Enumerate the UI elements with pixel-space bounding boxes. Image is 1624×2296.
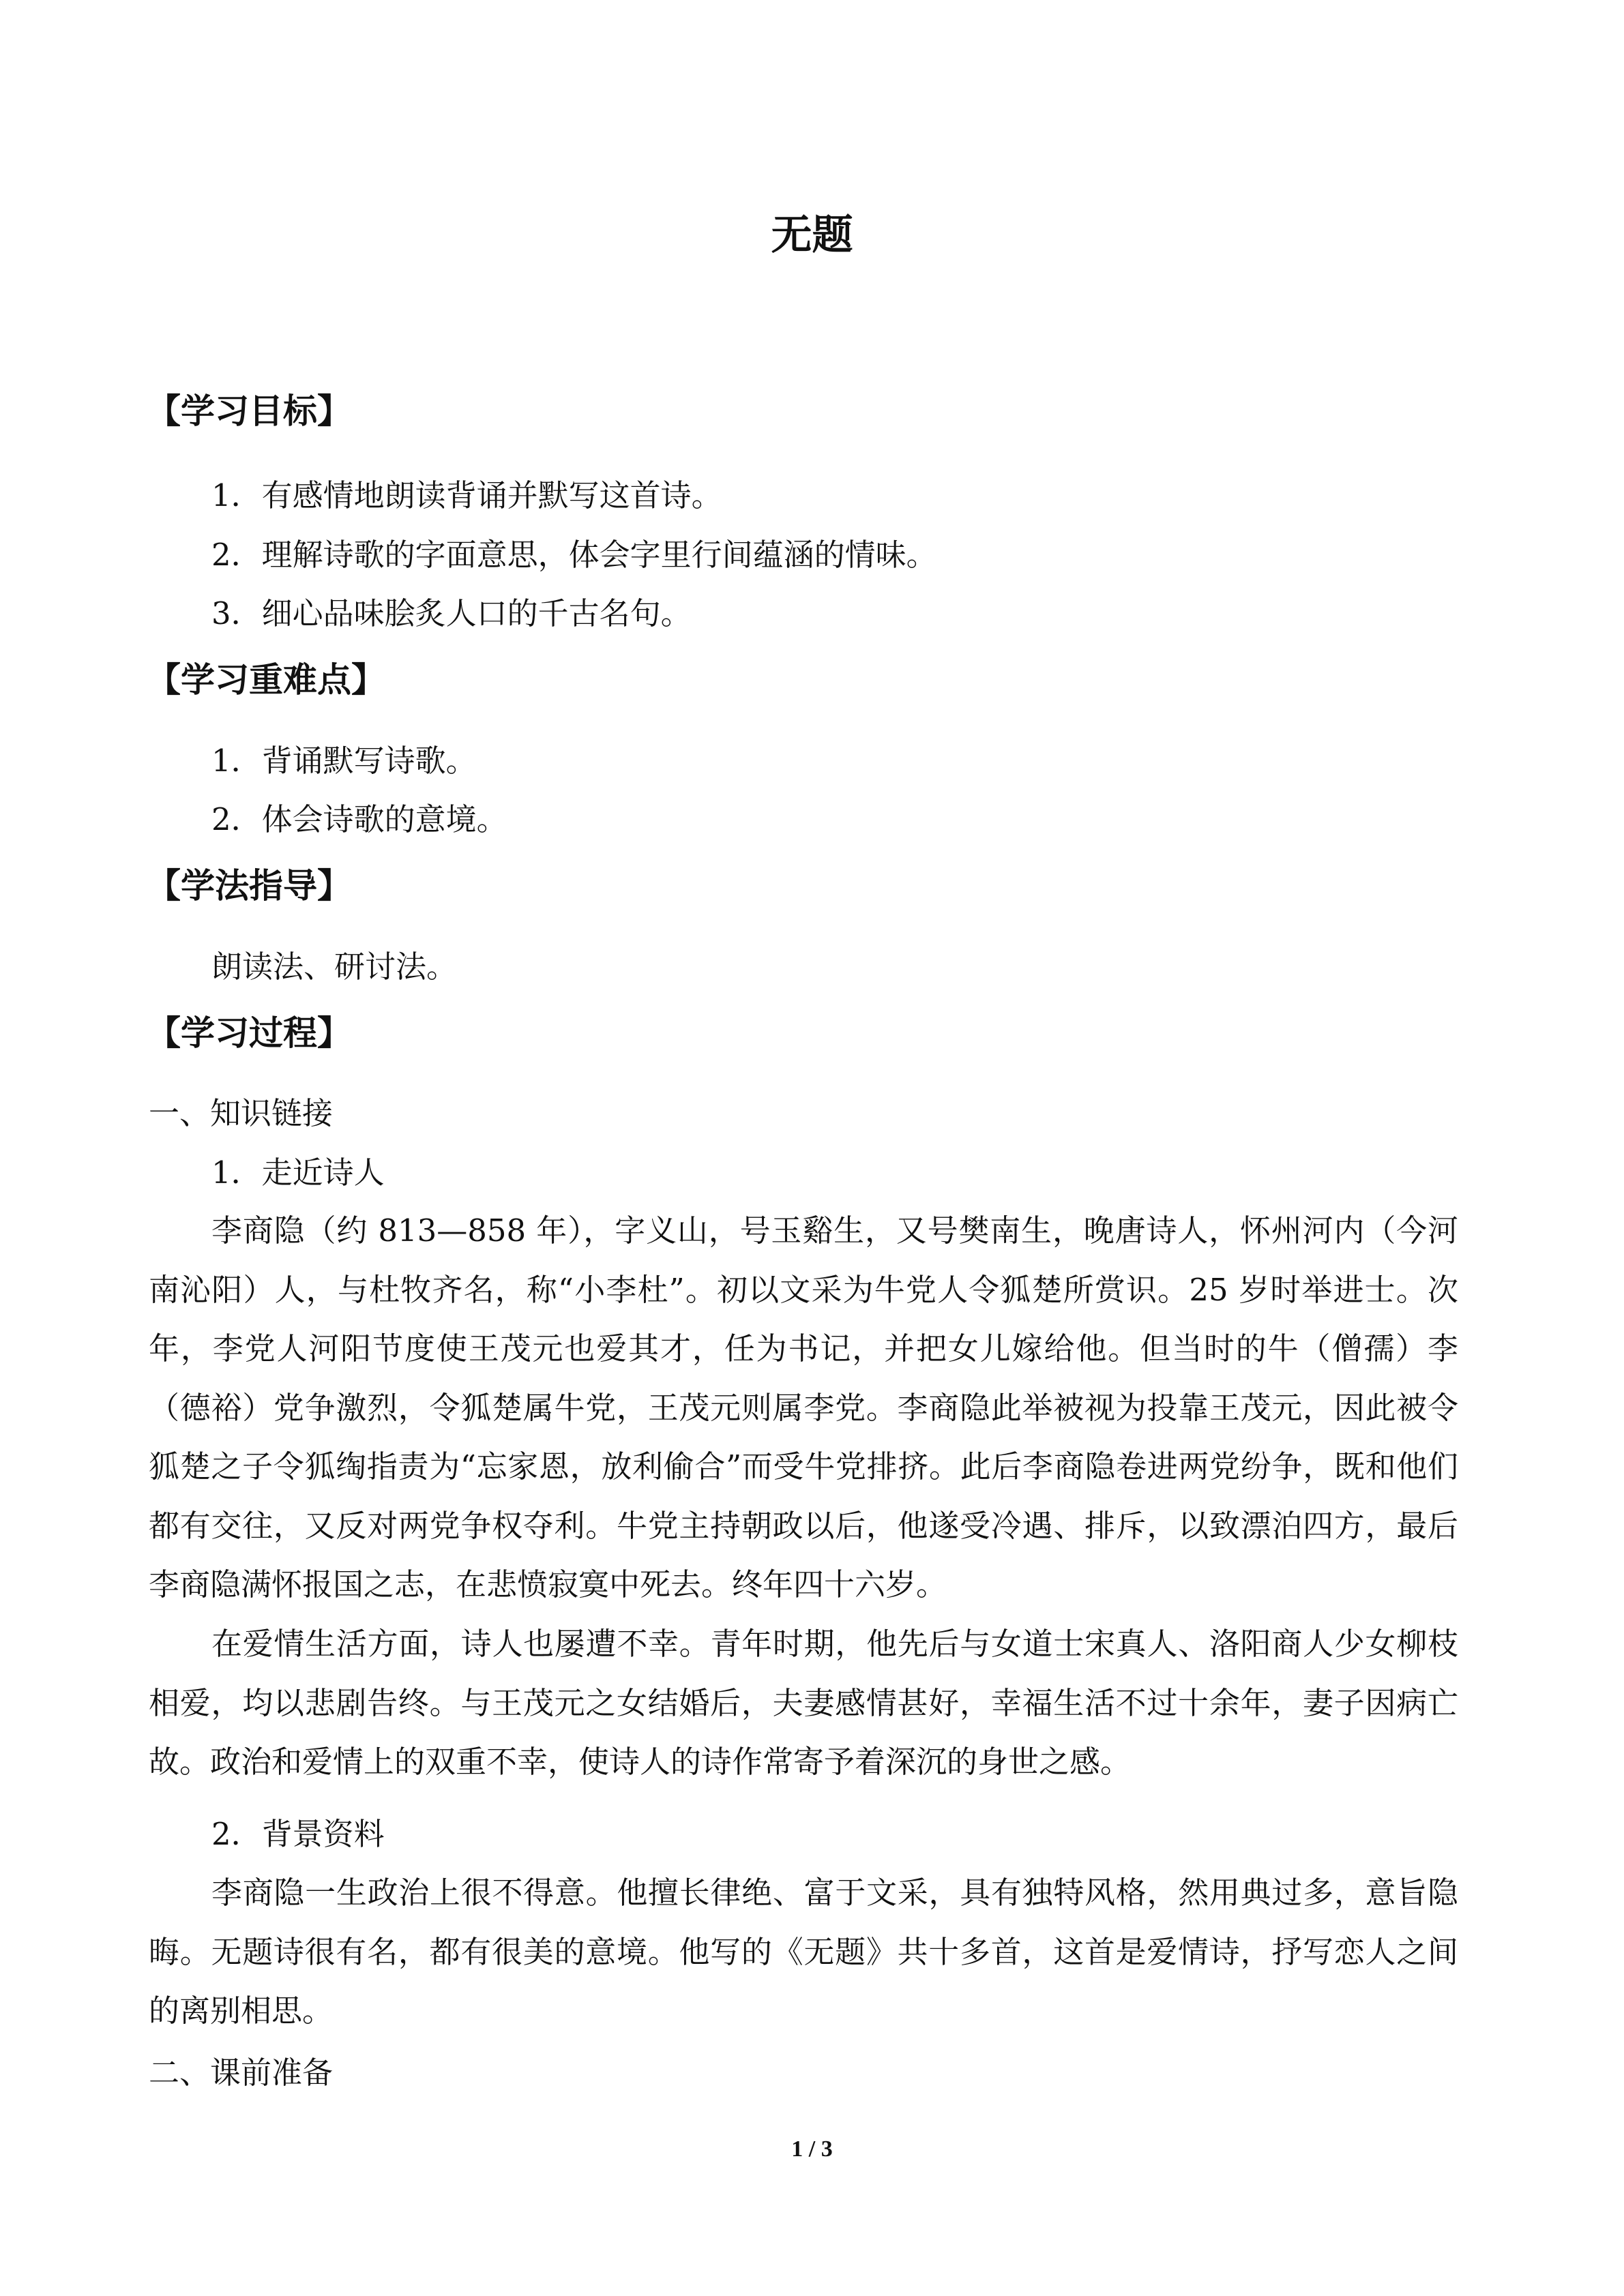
key-point-item-1: 1．背诵默写诗歌。 <box>211 743 477 779</box>
heading-process: 【学习过程】 <box>147 1013 351 1053</box>
goal-item-2: 2．理解诗歌的字面意思，体会字里行间蕴涵的情味。 <box>211 537 937 573</box>
subsection-poet-title: 1．走近诗人 <box>211 1154 385 1191</box>
key-point-item-2: 2．体会诗歌的意境。 <box>211 801 507 837</box>
heading-learning-goals: 【学习目标】 <box>147 391 351 431</box>
part-knowledge-link-title: 一、知识链接 <box>149 1095 334 1131</box>
page-number: 1 / 3 <box>791 2136 833 2162</box>
subsection-background-title: 2．背景资料 <box>211 1816 385 1852</box>
method-text: 朗读法、研讨法。 <box>211 949 458 985</box>
goal-item-3: 3．细心品味脍炙人口的千古名句。 <box>211 595 692 631</box>
poet-love-life-paragraph: 在爱情生活方面，诗人也屡遭不幸。青年时期，他先后与女道士宋真人、洛阳商人少女柳枝相爱，均以悲剧告终。与王茂元之女结婚后，夫妻感情甚好，幸福生活不过十余年，妻子因病亡故。政治和爱情上的双重不幸，使诗人的诗作常寄予着深沉的身世之感。 <box>149 1626 1458 1780</box>
heading-method: 【学法指导】 <box>147 866 351 906</box>
poet-biography-paragraph: 李商隐（约 813—858 年），字义山，号玉谿生，又号樊南生，晚唐诗人，怀州河内（今河南沁阳）人，与杜牧齐名，称“小李杜”。初以文采为牛党人令狐楚所赏识。25 岁时举进士。次年，李党人河阳节度使王茂元也爱其才，任为书记，并把女儿嫁给他。但当时的牛（僧孺）李（德裕）党争激烈，令狐楚属牛党，王茂元则属李党。李商隐此举被视为投靠王茂元，因此被令狐楚之子令狐绹指责为“忘家恩，放利偷合”而受牛党排挤。此后李商隐卷进两党纷争，既和他们都有交往，又反对两党争权夺利。牛党主持朝政以后，他遂受冷遇、排斥，以致漂泊四方，最后李商隐满怀报国之志，在悲愤寂寞中死去。终年四十六岁。 <box>149 1212 1458 1602</box>
heading-key-points: 【学习重难点】 <box>147 660 385 700</box>
part-preparation-title: 二、课前准备 <box>149 2055 334 2091</box>
goal-item-1: 1．有感情地朗读背诵并默写这首诗。 <box>211 477 722 513</box>
background-paragraph: 李商隐一生政治上很不得意。他擅长律绝、富于文采，具有独特风格，然用典过多，意旨隐晦。无题诗很有名，都有很美的意境。他写的《无题》共十多首，这首是爱情诗，抒写恋人之间的离别相思。 <box>149 1875 1458 2029</box>
page-title: 无题 <box>771 211 853 259</box>
